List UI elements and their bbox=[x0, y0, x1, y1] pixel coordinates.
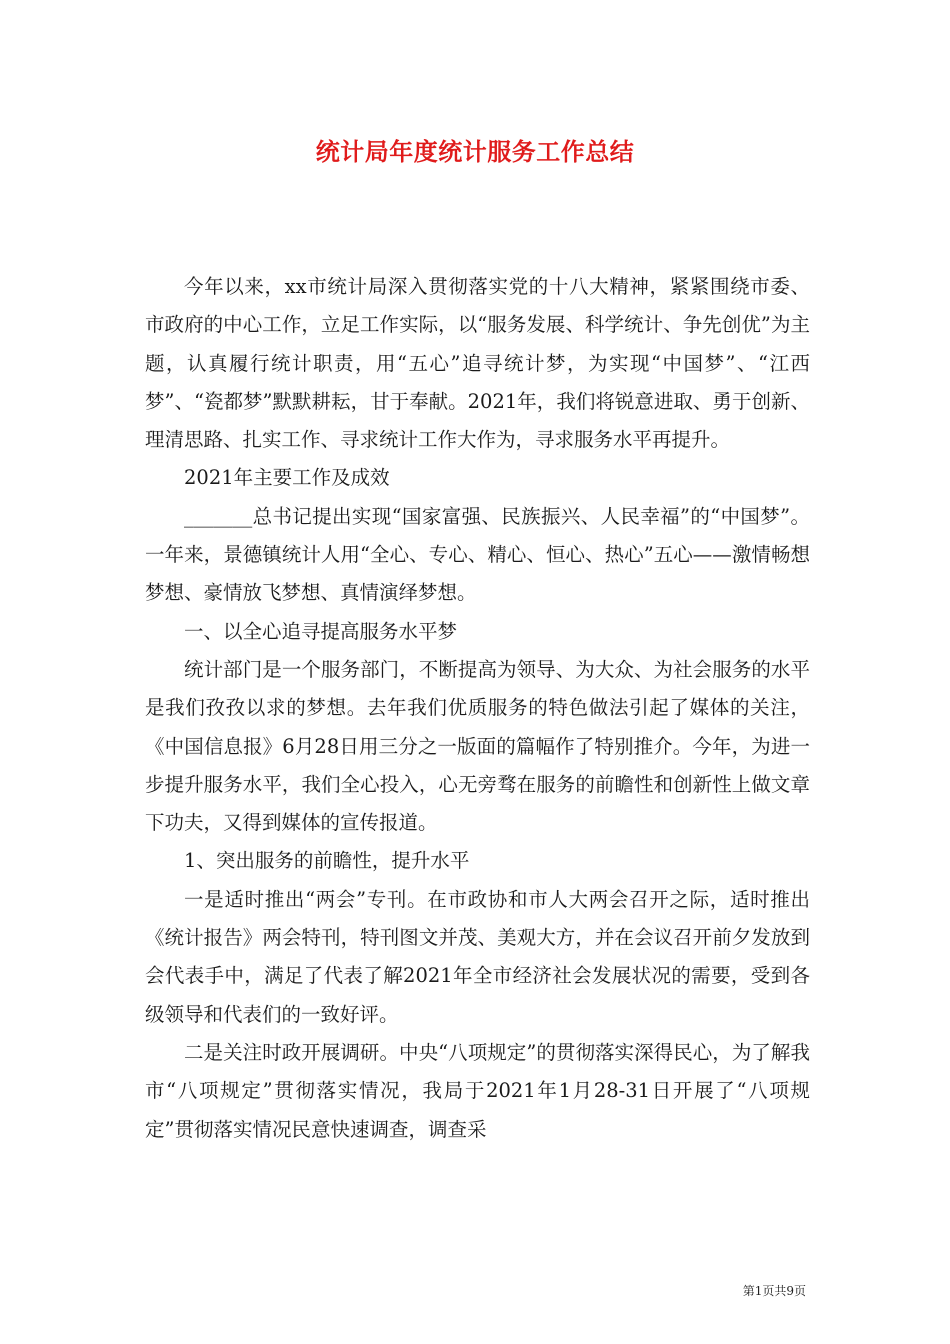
subsection-heading-1: 1、突出服务的前瞻性，提升水平 bbox=[184, 849, 470, 873]
paragraph-eight-rules: 二是关注时政开展调研。中央“八项规定”的贯彻落实深得民心，为了解我市“八项规定”贯彻落实情况，我局于2021年1月28-31日开展了“八项规定”贯彻落实情况民意快速调查，调查采 bbox=[145, 1040, 810, 1141]
paragraph-service: 统计部门是一个服务部门，不断提高为领导、为大众、为社会服务的水平是我们孜孜以求的梦想。去年我们优质服务的特色做法引起了媒体的关注，《中国信息报》6月28日用三分之一版面的篇幅作了特别推介。今年，为进一步提升服务水平，我们全心投入，心无旁骛在服务的前瞻性和创新性上做文章下功夫，又得到媒体的宣传报道。 bbox=[145, 657, 810, 835]
section-heading-one: 一、以全心追寻提高服务水平梦 bbox=[184, 619, 458, 643]
page-title: 统计局年度统计服务工作总结 bbox=[315, 138, 635, 166]
section-heading-achievements: 2021年主要工作及成效 bbox=[184, 466, 390, 490]
page-number: 第1页共9页 bbox=[742, 1284, 806, 1298]
document-body bbox=[145, 268, 810, 1149]
paragraph-two-sessions: 一是适时推出“两会”专刊。在市政协和市人大两会召开之际，适时推出《统计报告》两会特刊，特刊图文并茂、美观大方，并在会议召开前夕发放到会代表手中，满足了代表了解2021年全市经济社会发展状况的需要，受到各级领导和代表们的一致好评。 bbox=[145, 887, 810, 1026]
paragraph-intro: 今年以来，xx市统计局深入贯彻落实党的十八大精神，紧紧围绕市委、市政府的中心工作，立足工作实际，以“服务发展、科学统计、争先创优”为主题，认真履行统计职责，用“五心”追寻统计梦，为实现“中国梦”、“江西梦”、“瓷都梦”默默耕耘，甘于奉献。2021年，我们将锐意进取、勇于创新、理清思路、扎实工作、寻求统计工作大作为，寻求服务水平再提升。 bbox=[145, 275, 810, 452]
paragraph-china-dream: _______总书记提出实现“国家富强、民族振兴、人民幸福”的“中国梦”。一年来，景德镇统计人用“全心、专心、精心、恒心、热心”五心——激情畅想梦想、豪情放飞梦想、真情演绎梦想。 bbox=[145, 504, 810, 605]
